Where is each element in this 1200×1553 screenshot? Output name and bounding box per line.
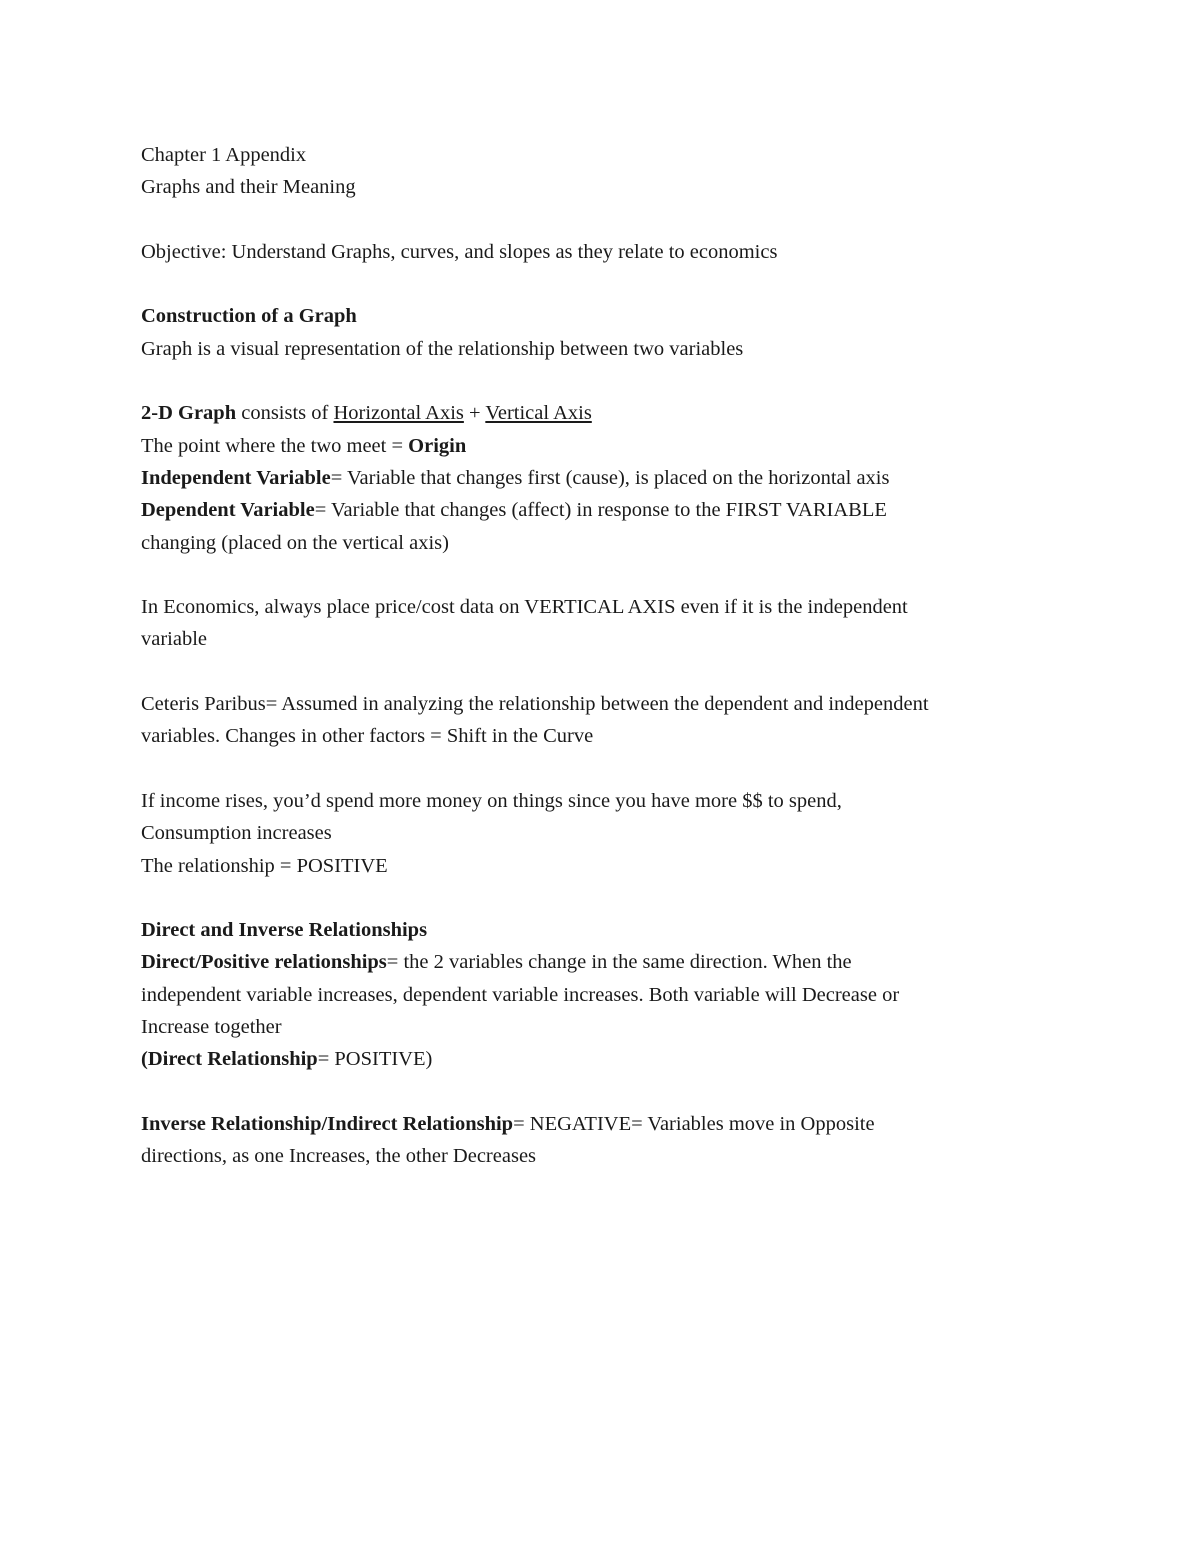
inverse-relationship-definition: = NEGATIVE= Variables move in Opposite — [513, 1112, 875, 1135]
ceteris-paribus-line-2: variables. Changes in other factors = Shift in the Curve — [141, 725, 594, 748]
chapter-subtitle: Graphs and their Meaning — [141, 176, 356, 199]
plus-sign: + — [463, 402, 486, 425]
direct-relationship-line-2: independent variable increases, dependent variable increases. Both variable will Decrease or — [141, 983, 900, 1006]
construction-heading: Construction of a Graph — [141, 305, 357, 328]
blank-line — [141, 559, 1081, 591]
two-d-graph-term: 2-D Graph — [141, 402, 237, 425]
direct-relationship-summary-term: (Direct Relationship — [141, 1048, 318, 1071]
economics-note-line-1: In Economics, always place price/cost data on VERTICAL AXIS even if it is the independent — [141, 596, 908, 619]
inverse-relationship-term: Inverse Relationship/Indirect Relationship — [141, 1112, 514, 1135]
blank-line — [141, 882, 1081, 914]
direct-relationship-line-1 — [141, 946, 1081, 978]
inverse-relationship-line-2: directions, as one Increases, the other Decreases — [141, 1145, 537, 1168]
origin-prefix: The point where the two meet = — [141, 434, 409, 457]
graph-definition: Graph is a visual representation of the relationship between two variables — [141, 337, 744, 360]
blank-line — [141, 204, 1081, 236]
document-body — [141, 139, 1081, 1173]
blank-line — [141, 1076, 1081, 1108]
origin-term: Origin — [408, 434, 467, 457]
two-d-graph-line — [141, 397, 1081, 429]
objective-text: Objective: Understand Graphs, curves, and slopes as they relate to economics — [141, 240, 778, 263]
chapter-title: Chapter 1 Appendix — [141, 144, 307, 166]
origin-line — [141, 430, 1081, 462]
ceteris-paribus-line-1: Ceteris Paribus= Assumed in analyzing the relationship between the dependent and independent — [141, 693, 929, 716]
blank-line — [141, 753, 1081, 785]
income-example-line-2: Consumption increases — [141, 822, 332, 845]
economics-note-line-2: variable — [141, 628, 208, 651]
independent-variable-term: Independent Variable — [141, 466, 331, 489]
blank-line — [141, 656, 1081, 688]
dependent-variable-term: Dependent Variable — [141, 499, 315, 522]
independent-variable-line — [141, 462, 1081, 494]
horizontal-axis-term: Horizontal Axis — [333, 402, 464, 425]
dependent-variable-definition: = Variable that changes (affect) in response to the FIRST VARIABLE — [314, 499, 887, 522]
direct-relationship-summary-value: = POSITIVE) — [317, 1048, 433, 1071]
direct-relationship-summary — [141, 1043, 1081, 1075]
inverse-relationship-line-1 — [141, 1108, 1081, 1140]
direct-relationship-term: Direct/Positive relationships — [141, 951, 387, 974]
income-example-line-1: If income rises, you’d spend more money on things since you have more $$ to spend, — [141, 789, 842, 812]
consists-of-text: consists of — [236, 402, 334, 425]
independent-variable-definition: = Variable that changes first (cause), is placed on the horizontal axis — [330, 466, 890, 489]
blank-line — [141, 365, 1081, 397]
income-example-line-3: The relationship = POSITIVE — [141, 854, 388, 877]
blank-line — [141, 268, 1081, 300]
direct-relationship-line-3: Increase together — [141, 1016, 282, 1039]
dependent-variable-continuation: changing (placed on the vertical axis) — [141, 531, 449, 554]
vertical-axis-term: Vertical Axis — [485, 402, 592, 425]
dependent-variable-line — [141, 494, 1081, 526]
direct-inverse-heading: Direct and Inverse Relationships — [141, 919, 428, 942]
direct-relationship-definition: = the 2 variables change in the same direction. When the — [386, 951, 852, 974]
